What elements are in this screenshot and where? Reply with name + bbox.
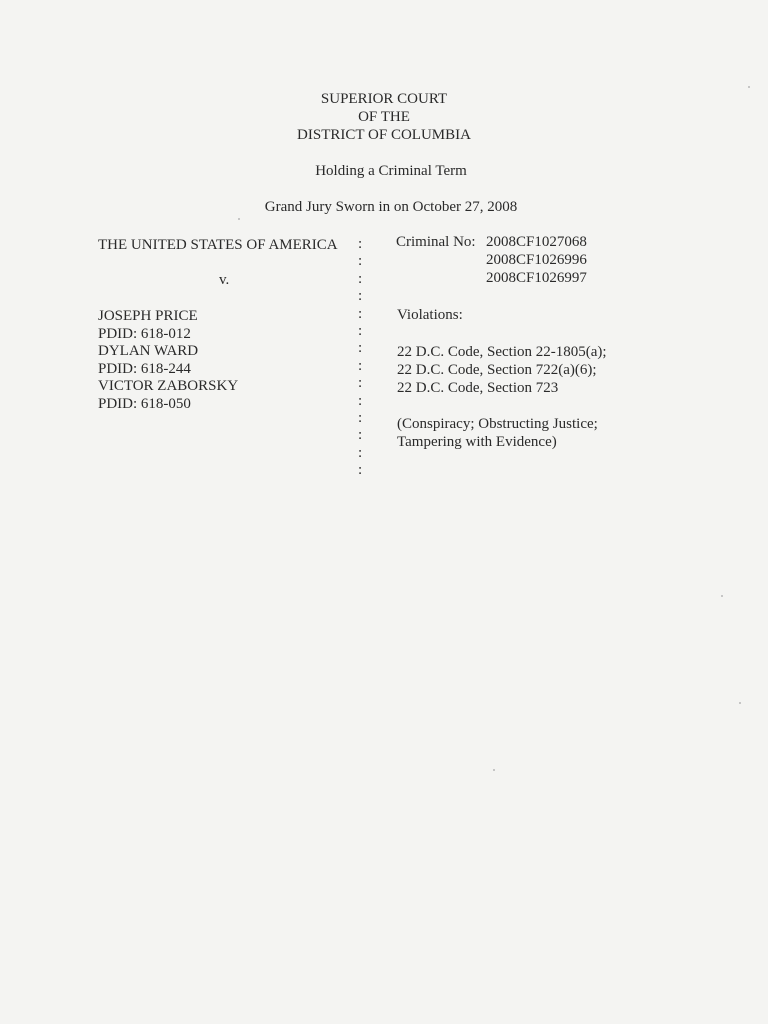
separator: :: [358, 253, 363, 270]
criminal-term-line: Holding a Criminal Term: [315, 163, 467, 179]
case-number: 2008CF1027068: [486, 234, 587, 250]
defendant-name: JOSEPH PRICE: [98, 308, 198, 324]
separator: :: [358, 270, 363, 287]
scan-speck: [238, 218, 240, 220]
caption-separator-column: [358, 236, 362, 479]
charges-line: (Conspiracy; Obstructing Justice;: [397, 416, 598, 432]
case-number: 2008CF1026996: [486, 252, 587, 268]
separator: :: [358, 444, 363, 461]
violation-codes: [397, 343, 607, 397]
separator: :: [358, 462, 363, 479]
separator: :: [358, 357, 363, 374]
charges-description: [397, 415, 598, 451]
violation-code: 22 D.C. Code, Section 723: [397, 380, 559, 396]
court-name-line3: DISTRICT OF COLUMBIA: [297, 127, 471, 143]
separator: :: [358, 392, 363, 409]
violations-label: Violations:: [397, 307, 463, 323]
court-header: [0, 90, 768, 144]
scan-speck: [721, 595, 723, 597]
court-name-line1: SUPERIOR COURT: [320, 91, 448, 107]
separator: :: [358, 427, 363, 444]
defendant-pdid: PDID: 618-012: [98, 325, 191, 342]
separator: :: [358, 375, 363, 392]
criminal-no-label: Criminal No:: [396, 234, 476, 250]
defendant-name: VICTOR ZABORSKY: [98, 378, 239, 394]
violation-code: 22 D.C. Code, Section 722(a)(6);: [397, 362, 597, 378]
violation-code: 22 D.C. Code, Section 22-1805(a);: [397, 344, 607, 360]
court-name-line2: OF THE: [358, 109, 410, 125]
scan-speck: [748, 86, 750, 88]
grand-jury-line: Grand Jury Sworn in on October 27, 2008: [264, 199, 518, 215]
versus: v.: [219, 272, 230, 288]
scan-speck: [493, 769, 495, 771]
separator: :: [358, 288, 363, 305]
separator: :: [358, 322, 363, 339]
separator: :: [358, 340, 363, 357]
separator: :: [358, 409, 363, 426]
defendant-name: DYLAN WARD: [98, 343, 199, 359]
defendants-list: [98, 308, 238, 413]
separator: :: [358, 236, 363, 252]
defendant-pdid: PDID: 618-244: [98, 360, 191, 377]
case-number: 2008CF1026997: [486, 270, 587, 286]
plaintiff: THE UNITED STATES OF AMERICA: [98, 237, 338, 253]
defendant-pdid: PDID: 618-050: [98, 395, 191, 412]
separator: :: [358, 305, 363, 322]
criminal-number-block: [396, 233, 587, 287]
scan-speck: [739, 702, 741, 704]
charges-line: Tampering with Evidence): [397, 434, 557, 450]
case-numbers: [486, 233, 587, 287]
